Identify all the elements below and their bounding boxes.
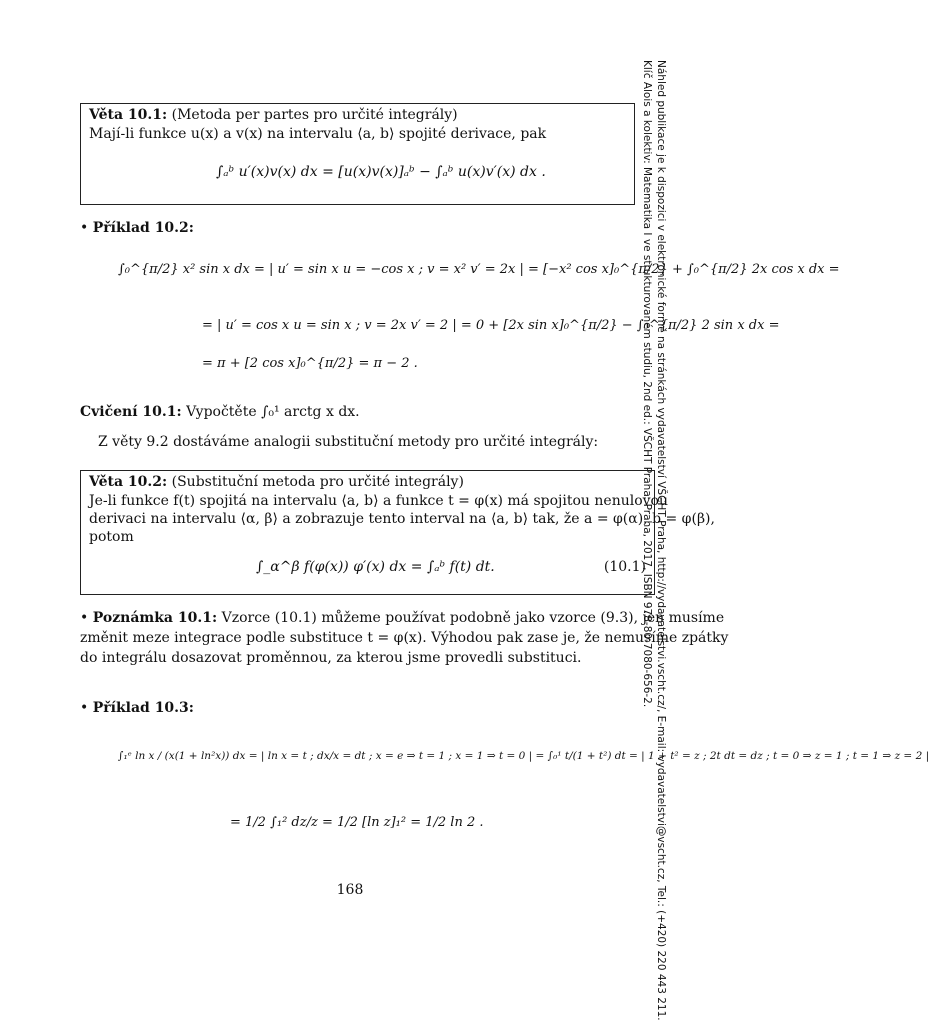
sidebar-line-1: Náhled publikace je k dispozici v elektronické formě na stránkách vydavatelství VŠCHT Praha, http://vydavatelstvi.vscht.cz/, E-mail: vydavatelstvi@vscht.cz, Tel.: (+420) 220 443 211. [655, 60, 667, 1021]
example-10-2-title: Příklad 10.2: [92, 220, 194, 236]
theorem-10-2-box [80, 470, 715, 595]
remark-10-1-text-2: změnit meze integrace podle substituce t = φ(x). Výhodou pak zase je, že nemusíme zpátky [80, 630, 729, 646]
example-10-3-line-2: = 1/2 ∫₁² dz/z = 1/2 [ln z]₁² = 1/2 ln 2 . [230, 815, 484, 830]
sidebar-line-2: Klíč Alois a kolektiv: Matematika I ve strukturovaném studiu, 2nd ed.: VŠCHT Praha: Praha, 2017, ISBN 978-80-7080-656-2. [641, 60, 653, 708]
theorem-10-2-text-1: Je-li funkce f(t) spojitá na intervalu ⟨a, b⟩ a funkce t = φ(x) má spojitou nenulovou [89, 493, 668, 509]
theorem-10-1-text: Mají-li funkce u(x) a v(x) na intervalu ⟨a, b⟩ spojité derivace, pak [89, 126, 547, 142]
remark-10-1-title: Poznámka 10.1: [92, 610, 218, 626]
exercise-10-1-text: Vypočtěte ∫₀¹ arctg x dx. [186, 404, 360, 420]
theorem-10-1-subtitle: (Metoda per partes pro určité integrály) [171, 107, 458, 123]
theorem-10-2-text-2: derivaci na intervalu ⟨α, β⟩ a zobrazuje tento interval na ⟨a, b⟩ tak, že a = φ(α), b = φ(β), [89, 511, 715, 527]
example-10-2-line-2: = | u′ = cos x u = sin x ; v = 2x v′ = 2 | = 0 + [2x sin x]₀^{π/2} − ∫₀^{π/2} 2 sin x dx = [202, 318, 780, 333]
intro-paragraph: Z věty 9.2 dostáváme analogii substituční metody pro určité integrály: [98, 434, 599, 450]
theorem-10-1-title: Věta 10.1: [89, 107, 168, 123]
exercise-10-1 [80, 404, 360, 420]
example-10-2-line-3: = π + [2 cos x]₀^{π/2} = π − 2 . [202, 356, 418, 371]
theorem-10-1-header [89, 107, 458, 123]
theorem-10-2-header [89, 474, 464, 490]
remark-10-1-text-1: Vzorce (10.1) můžeme používat podobně jako vzorce (9.3), jen musíme [221, 610, 725, 626]
theorem-10-2-subtitle: (Substituční metoda pro určité integrály) [171, 474, 464, 490]
example-10-3-title: Příklad 10.3: [92, 700, 194, 716]
example-10-3-heading [80, 700, 194, 716]
theorem-10-1-formula: ∫ₐᵇ u′(x)v(x) dx = [u(x)v(x)]ₐᵇ − ∫ₐᵇ u(x)v′(x) dx . [216, 164, 546, 180]
page-number: 168 [336, 882, 364, 898]
theorem-10-2-title: Věta 10.2: [89, 474, 168, 490]
theorem-10-2-formula: ∫_α^β f(φ(x)) φ′(x) dx = ∫ₐᵇ f(t) dt. [256, 559, 495, 575]
equation-number-10-1: (10.1) [603, 559, 646, 575]
theorem-10-2-text-3: potom [89, 529, 134, 545]
example-10-3-line-1: ∫₁ᵉ ln x / (x(1 + ln²x)) dx = | ln x = t ; dx/x = dt ; x = e ⇒ t = 1 ; x = 1 ⇒ t = 0 | = ∫₀¹ t/(1 + t²) dt = | 1 + t² = z ; 2t dt = dz ; t = 0 ⇒ z = 1 ; t = 1 ⇒ z = 2 | [118, 750, 929, 762]
remark-10-1-line-1 [80, 610, 724, 626]
example-10-2-heading [80, 220, 194, 236]
exercise-10-1-title: Cvičení 10.1: [80, 404, 182, 420]
remark-10-1-text-3: do integrálu dosazovat proměnnou, za kterou jsme provedli substituci. [80, 650, 582, 666]
theorem-10-1-box [80, 103, 635, 205]
example-10-2-line-1: ∫₀^{π/2} x² sin x dx = | u′ = sin x u = −cos x ; v = x² v′ = 2x | = [−x² cos x]₀^{π/2} + ∫₀^{π/2} 2x cos x dx = [118, 262, 840, 277]
